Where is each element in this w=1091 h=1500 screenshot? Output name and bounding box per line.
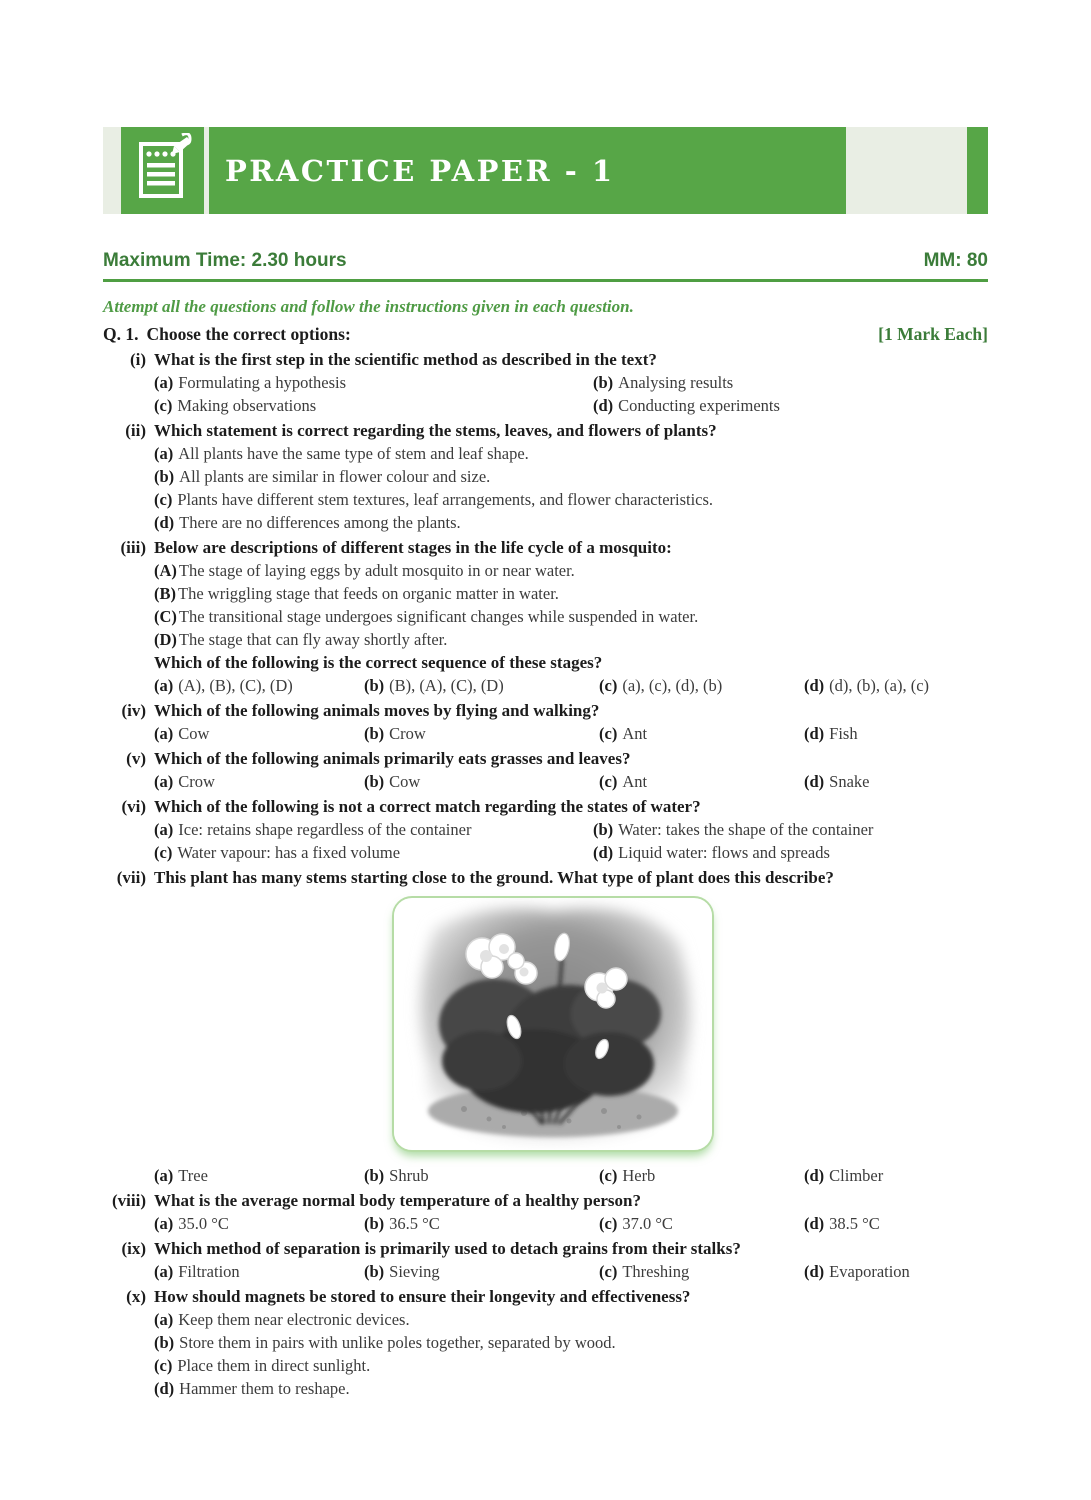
page-content (103, 127, 988, 1400)
option (593, 818, 988, 841)
options-grid4 (154, 674, 988, 697)
option-text: Water vapour: has a fixed volume (177, 843, 401, 862)
option-text: Place them in direct sunlight. (177, 1356, 371, 1375)
option (154, 1260, 364, 1283)
option-letter: (c) (154, 843, 173, 862)
subquestion-number: (ii) (125, 421, 146, 440)
option (154, 818, 593, 841)
option (804, 722, 988, 745)
divider-rule (103, 279, 988, 282)
option-letter: (a) (154, 1214, 174, 1233)
subquestion-body (154, 536, 988, 697)
option-text: Liquid water: flows and spreads (618, 843, 830, 862)
option-letter: (d) (593, 843, 614, 862)
subquestion-text: How should magnets be stored to ensure their longevity and effectiveness? (154, 1287, 691, 1306)
option (804, 674, 988, 697)
option-text: Water: takes the shape of the container (618, 820, 874, 839)
option-letter: (c) (599, 676, 618, 695)
marks-badge: [1 Mark Each] (878, 324, 988, 344)
option (154, 511, 988, 534)
option-letter: (a) (154, 724, 174, 743)
option-text: Tree (178, 1166, 208, 1185)
question-number: Q. 1. (103, 324, 139, 344)
option-text: 38.5 °C (829, 1214, 880, 1233)
subquestion-vi (103, 795, 988, 864)
option-text: Keep them near electronic devices. (178, 1310, 410, 1329)
options-grid4 (154, 770, 988, 793)
option-letter: (d) (154, 1379, 175, 1398)
option-letter: (d) (804, 1262, 825, 1281)
option (154, 465, 988, 488)
option-text: Cow (389, 772, 421, 791)
option (154, 488, 988, 511)
option (364, 1164, 599, 1187)
option (364, 1260, 599, 1283)
option-text: (A), (B), (C), (D) (178, 676, 293, 695)
subquestion-number: (viii) (112, 1191, 146, 1210)
options-list (154, 1308, 988, 1400)
subquestion-body (154, 1285, 988, 1400)
option (593, 841, 988, 864)
subquestion-text: Which method of separation is primarily used to detach grains from their stalks? (154, 1239, 741, 1258)
option (599, 1212, 804, 1235)
option-text: Snake (829, 772, 870, 791)
followup-text: Which of the following is the correct sequence of these stages? (154, 653, 603, 672)
options-grid4 (154, 1164, 988, 1187)
option-letter: (b) (364, 772, 385, 791)
subquestion-body (154, 419, 988, 534)
option (599, 674, 804, 697)
option-text: Fish (829, 724, 858, 743)
option-text: 36.5 °C (389, 1214, 440, 1233)
subquestion-text: Which of the following animals moves by flying and walking? (154, 701, 600, 720)
option-text: Hammer them to reshape. (179, 1379, 350, 1398)
option (154, 1331, 988, 1354)
option-letter: (b) (364, 1262, 385, 1281)
subquestion-text: What is the first step in the scientific method as described in the text? (154, 350, 657, 369)
subquestion-x (103, 1285, 988, 1400)
option (364, 722, 599, 745)
option (364, 674, 599, 697)
option-text: Shrub (389, 1166, 429, 1185)
subquestion-viii (103, 1189, 988, 1235)
subquestion-number: (vii) (116, 868, 146, 887)
option (593, 371, 988, 394)
option (154, 1164, 364, 1187)
option-letter: (c) (599, 772, 618, 791)
option-letter: (c) (154, 490, 173, 509)
subquestion-iii (103, 536, 988, 697)
option-letter: (c) (599, 1214, 618, 1233)
option (154, 1308, 988, 1331)
option-letter: (c) (599, 1262, 618, 1281)
option (364, 1212, 599, 1235)
statement-text: The transitional stage undergoes significant changes while suspended in water. (178, 607, 699, 626)
option-text: (d), (b), (a), (c) (829, 676, 930, 695)
option (154, 371, 593, 394)
subquestion-text: Which of the following animals primarily eats grasses and leaves? (154, 749, 631, 768)
option-text: All plants are similar in flower colour and size. (179, 467, 491, 486)
option-text: Climber (829, 1166, 884, 1185)
option (154, 394, 593, 417)
options-list (154, 442, 988, 534)
subquestion-body (154, 1237, 988, 1283)
option (154, 1212, 364, 1235)
statement-row (154, 605, 988, 628)
max-time-label: Maximum Time: 2.30 hours (103, 250, 347, 271)
option-letter: (a) (154, 1262, 174, 1281)
option-letter: (d) (804, 772, 825, 791)
subquestion-number: (i) (129, 350, 146, 369)
option-letter: (b) (593, 820, 614, 839)
option-text: Evaporation (829, 1262, 910, 1281)
option (154, 841, 593, 864)
option-letter: (a) (154, 1166, 174, 1185)
document-notes-pencil-icon (132, 133, 194, 208)
statement-letter: (C) (154, 607, 177, 626)
option-letter: (d) (154, 513, 175, 532)
option-letter: (a) (154, 373, 174, 392)
instruction-note: Attempt all the questions and follow the instructions given in each question. (103, 297, 634, 316)
option (154, 770, 364, 793)
option (804, 770, 988, 793)
option-letter: (d) (804, 1166, 825, 1185)
option (599, 1260, 804, 1283)
option-letter: (d) (804, 676, 825, 695)
option-text: Threshing (622, 1262, 690, 1281)
option (154, 674, 364, 697)
option-text: Ant (622, 772, 648, 791)
subquestion-number: (iv) (121, 701, 146, 720)
subquestion-iv (103, 699, 988, 745)
statement-row (154, 582, 988, 605)
option-text: Crow (178, 772, 215, 791)
statement-text: The wriggling stage that feeds on organic matter in water. (178, 584, 559, 603)
option-text: Formulating a hypothesis (178, 373, 346, 392)
option-text: (B), (A), (C), (D) (389, 676, 504, 695)
subquestion-vii (103, 866, 988, 1187)
option-text: 37.0 °C (622, 1214, 673, 1233)
option-text: All plants have the same type of stem and leaf shape. (178, 444, 529, 463)
plant-photo (394, 898, 712, 1150)
option-text: 35.0 °C (178, 1214, 229, 1233)
option-text: Sieving (389, 1262, 440, 1281)
question-1-header (103, 323, 988, 346)
subquestion-body (154, 348, 988, 417)
option-letter: (b) (154, 467, 175, 486)
subquestion-text: What is the average normal body temperature of a healthy person? (154, 1191, 641, 1210)
option-letter: (c) (154, 396, 173, 415)
option (599, 770, 804, 793)
option (154, 722, 364, 745)
option-letter: (a) (154, 444, 174, 463)
option-letter: (a) (154, 1310, 174, 1329)
page-title: PRACTICE PAPER - 1 (225, 153, 615, 188)
option-text: Analysing results (618, 373, 734, 392)
option-letter: (d) (593, 396, 614, 415)
option-text: Ice: retains shape regardless of the container (178, 820, 472, 839)
option-letter: (b) (364, 1166, 385, 1185)
option-letter: (d) (804, 724, 825, 743)
question-title: Choose the correct options: (146, 324, 351, 344)
total-marks-label: MM: 80 (923, 250, 988, 271)
option (154, 442, 988, 465)
meta-row (103, 250, 988, 272)
subquestion-i (103, 348, 988, 417)
option-letter: (c) (599, 724, 618, 743)
option-text: Cow (178, 724, 210, 743)
options-grid2 (154, 371, 988, 417)
options-grid4 (154, 1212, 988, 1235)
option-text: Filtration (178, 1262, 240, 1281)
statement-row (154, 628, 988, 651)
option (364, 770, 599, 793)
option-text: Store them in pairs with unlike poles together, separated by wood. (179, 1333, 616, 1352)
option-text: Conducting experiments (618, 396, 780, 415)
subquestion-number: (vi) (121, 797, 146, 816)
option (804, 1164, 988, 1187)
option-text: There are no differences among the plants. (179, 513, 461, 532)
option (593, 394, 988, 417)
subquestion-text: This plant has many stems starting close to the ground. What type of plant does this describe? (154, 868, 834, 887)
option (804, 1260, 988, 1283)
option-letter: (b) (154, 1333, 175, 1352)
option-letter: (b) (364, 1214, 385, 1233)
statement-letter: (D) (154, 630, 177, 649)
option (154, 1354, 988, 1377)
option (599, 1164, 804, 1187)
option-text: Ant (622, 724, 648, 743)
statement-text: The stage that can fly away shortly after. (178, 630, 448, 649)
subquestion-ii (103, 419, 988, 534)
subquestion-text: Below are descriptions of different stages in the life cycle of a mosquito: (154, 538, 672, 557)
statement-letter: (A) (154, 561, 177, 580)
option-letter: (a) (154, 772, 174, 791)
options-grid2 (154, 818, 988, 864)
option-text: Plants have different stem textures, leaf arrangements, and flower characteristics. (177, 490, 714, 509)
statement-row (154, 559, 988, 582)
option-letter: (a) (154, 676, 174, 695)
subquestion-v (103, 747, 988, 793)
option-letter: (d) (804, 1214, 825, 1233)
subquestion-number: (iii) (120, 538, 146, 557)
option-text: Making observations (177, 396, 317, 415)
subquestion-number: (v) (126, 749, 146, 768)
subquestion-ix (103, 1237, 988, 1283)
option-letter: (a) (154, 820, 174, 839)
option-text: Herb (622, 1166, 656, 1185)
option-letter: (b) (364, 676, 385, 695)
subquestion-number: (x) (126, 1287, 146, 1306)
right-accent-bar (967, 127, 988, 214)
option (154, 1377, 988, 1400)
subquestion-list (103, 348, 988, 1400)
options-grid4 (154, 1260, 988, 1283)
option-letter: (c) (599, 1166, 618, 1185)
option (804, 1212, 988, 1235)
subquestion-text: Which of the following is not a correct match regarding the states of water? (154, 797, 701, 816)
plant-figure (392, 896, 714, 1152)
subquestion-text: Which statement is correct regarding the stems, leaves, and flowers of plants? (154, 421, 717, 440)
subquestion-body (154, 699, 988, 745)
options-grid4 (154, 722, 988, 745)
option-text: Crow (389, 724, 426, 743)
option (599, 722, 804, 745)
option-letter: (b) (364, 724, 385, 743)
statement-text: The stage of laying eggs by adult mosquito in or near water. (178, 561, 575, 580)
option-letter: (b) (593, 373, 614, 392)
subquestion-body (154, 795, 988, 864)
paper-icon-box (121, 127, 204, 214)
subquestion-number: (ix) (121, 1239, 146, 1258)
subquestion-body (154, 747, 988, 793)
option-letter: (c) (154, 1356, 173, 1375)
title-bar (209, 127, 846, 214)
option-text: (a), (c), (d), (b) (622, 676, 723, 695)
header-banner (103, 127, 988, 214)
subquestion-body (154, 1189, 988, 1235)
subquestion-body (154, 866, 988, 1187)
statement-letter: (B) (154, 584, 176, 603)
